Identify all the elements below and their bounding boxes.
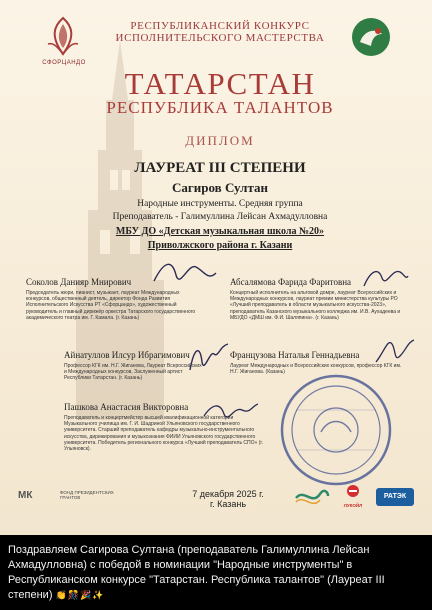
award-degree: ЛАУРЕАТ III СТЕПЕНИ (134, 160, 306, 176)
sforzando-logo-icon (40, 14, 86, 60)
sub-title: РЕСПУБЛИКА ТАЛАНТОВ (106, 98, 334, 117)
juror-name: Абсалямова Фарида Фаритовна (230, 277, 352, 287)
lukoil-label: ЛУКОЙЛ (343, 503, 363, 508)
signature-icon (200, 396, 260, 426)
juror-description: Председатель жюри, пианист, музыкант, лауреат Международных конкурсов, общественный деятель, директор Фонда Развития Исполнительского Искусства РТ «Сфорцандо», художественный руководитель и главный дирижёр оркестра Татарского государственного академического театра им. Г. Камала. (г. Казань) (26, 290, 196, 321)
signature-icon (150, 255, 220, 289)
signature-icon (360, 262, 410, 292)
contest-line-2: ИСПОЛНИТЕЛЬСКОГО МАСТЕРСТВА (115, 32, 325, 44)
school-district: Приволжского района г. Казани (147, 240, 293, 251)
juror-block (64, 350, 204, 382)
city-line: г. Казань (209, 499, 247, 509)
date-line: 7 декабря 2025 г. (192, 489, 264, 499)
main-title: ТАТАРСТАН (124, 66, 316, 101)
winner-name: Сагиров Султан (171, 180, 269, 195)
post-caption (0, 535, 432, 610)
post-emojis: 👏🎊🎉✨ (55, 590, 105, 600)
signature-icon (372, 334, 416, 368)
document-type: ДИПЛОМ (185, 133, 255, 148)
juror-description: Профессор КГК им. Н.Г. Жигановa, Лауреат Всероссийских и Международных конкурсов, Заслуженный артист Республики Татарстан. (г. Казань) (64, 363, 202, 382)
nomination: Народные инструменты. Средняя группа (137, 199, 303, 209)
sponsor-caption: СФОРЦАНДО (42, 60, 86, 66)
ratek-logo: РАТЭК (376, 488, 414, 506)
juror-name: Французова Наталья Геннадьевна (230, 350, 360, 360)
issue-date (178, 489, 278, 509)
juror-description: Концертный исполнитель на альтовой домре, лауреат Всероссийских и Международных конкурсов, лауреат премии министерства культуры РО «Лучший преподаватель в области музыкального искусства-2023», преподаватель Казанского музыкального колледжа им. И.В. Аухадеева и МБУДО «ДМШ им. Ф.И. Шаляпина». (г. Казань) (230, 290, 401, 321)
contest-heading (110, 20, 330, 44)
juror-name: Соколов Данияр Мнирович (26, 277, 132, 287)
contest-line-1: РЕСПУБЛИКАНСКИЙ КОНКУРС (130, 20, 310, 32)
juror-name: Пашкова Анастасия Викторовна (64, 402, 189, 412)
school-name: МБУ ДО «Детская музыкальная школа №20» (115, 226, 325, 237)
tatarstan-emblem-icon (350, 16, 392, 58)
lukoil-drop-icon (344, 484, 362, 498)
juror-name: Айнатуллов Илсур Ибрагимович (64, 350, 190, 360)
juror-description: Лауреат Международных и Всероссийских конкурсов, профессор КГК им. Н.Г. Жигановa. (Казань) (230, 363, 402, 376)
juror-description: Преподаватель и концертмейстер высшей квалификационной категории Музыкального училища им. Г. И. Шадриной Ульяновского государственного университета. Старший преподаватель кафедры музыкально-инструментального искусства, дирижирования и музыкознания ФИИИ Ульяновского государственного университета. Победитель регионального конкурса «Лучший преподаватель СПО» (г. Ульяновск). (64, 415, 263, 453)
ministry-logo: МК (18, 490, 33, 501)
ribbon-logo-icon (294, 486, 330, 510)
signature-icon (184, 340, 232, 378)
grants-fund-logo: ФОНД ПРЕЗИДЕНТСКИХ ГРАНТОВ (60, 490, 114, 500)
lukoil-logo (338, 484, 368, 508)
teacher: Преподаватель - Галимуллина Лейсан Ахмадулловна (112, 212, 328, 222)
round-stamp-icon (276, 370, 396, 490)
post-text: Поздравляем Сагирова Султана (преподаватель Галимуллина Лейсан Ахмадулловна) с победой в номинации "Народные инструменты" в Республиканском конкурсе "Татарстан. Республика талантов" (Лауреат III степени) (8, 544, 385, 601)
